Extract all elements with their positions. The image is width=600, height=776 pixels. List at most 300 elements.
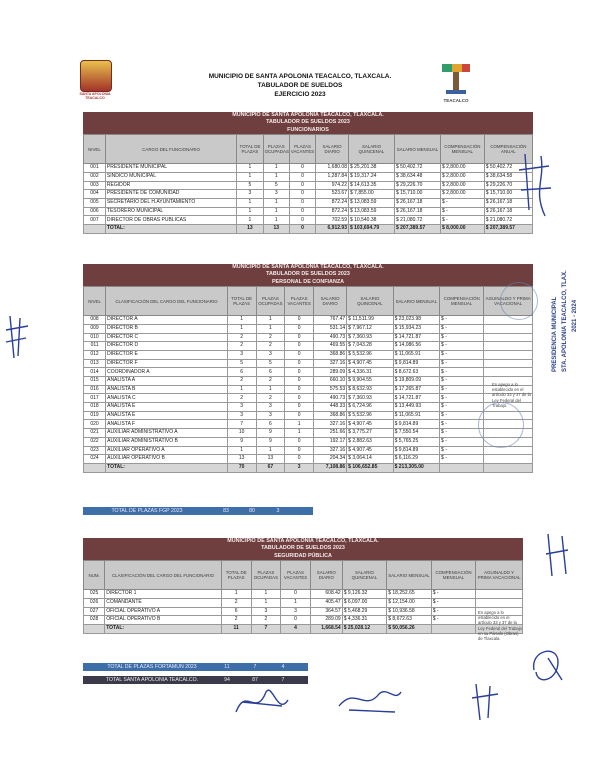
table-cell: $ 26,167.18 — [394, 207, 440, 216]
table-cell: $ - — [440, 429, 484, 438]
table-cell: 3 — [263, 190, 289, 199]
table-cell: $ 4,336.31 — [342, 616, 387, 625]
table-cell: $ 38,634.48 — [394, 172, 440, 181]
table1-band-line2: TABULADOR DE SUELDOS 2023 — [266, 119, 350, 126]
table-cell: 3 — [256, 411, 285, 420]
table-cell: 9 — [227, 437, 256, 446]
table-cell: $ 26,167.18 — [394, 198, 440, 207]
table-cell — [476, 590, 523, 599]
table-cell: 2 — [256, 342, 285, 351]
table-cell: 3 — [227, 403, 256, 412]
summary-ocupadas: 87 — [252, 677, 258, 683]
table-cell: 13 — [256, 455, 285, 464]
table-cell: 1 — [237, 198, 263, 207]
col-header: NIVEL — [84, 287, 106, 316]
table-cell: 13 — [237, 225, 263, 234]
col-header: SALARIO QUINCENAL — [342, 561, 387, 590]
handwritten-signature — [468, 680, 504, 724]
table-cell: 5 — [263, 181, 289, 190]
col-header: NIVEL — [84, 135, 106, 164]
table-cell: $ 50,402.72 — [394, 164, 440, 173]
table-cell: 0 — [285, 368, 314, 377]
table-cell: 575.53 — [314, 385, 347, 394]
table-cell: $ 15,934.23 — [393, 324, 439, 333]
table-cell: 005 — [84, 198, 106, 207]
table-cell: $ 26,167.18 — [484, 207, 532, 216]
table-cell: 3 — [251, 607, 281, 616]
table-cell: $ 23,023.98 — [393, 316, 439, 325]
table-cell: 0 — [289, 190, 315, 199]
table-cell: 0 — [289, 207, 315, 216]
table-cell: $ 7,043.28 — [347, 342, 393, 351]
table-cell: SECRETARIO DEL H.AYUNTAMIENTO — [105, 198, 236, 207]
table-cell: $ 9,126.32 — [342, 590, 387, 599]
table-cell: $ 25,028.12 — [342, 624, 387, 633]
table-cell: $ 9,904.55 — [347, 377, 393, 386]
table-cell: 0 — [285, 446, 314, 455]
table-cell: $ 29,226.70 — [394, 181, 440, 190]
table-cell: 364.57 — [310, 607, 342, 616]
col-header: SALARIO QUINCENAL — [348, 135, 394, 164]
table-row — [84, 333, 533, 342]
table-funcionarios — [83, 112, 533, 234]
table-cell: 327.16 — [314, 359, 347, 368]
table-cell: 192.17 — [314, 437, 347, 446]
col-header: PLAZAS OCUPADAS — [263, 135, 289, 164]
table-cell: 1 — [251, 590, 281, 599]
table-cell: 872.24 — [316, 198, 349, 207]
table-cell: $ - — [440, 446, 484, 455]
official-seal-stamp — [500, 282, 538, 320]
table-cell: $ 10,540.38 — [348, 216, 394, 225]
table-row — [84, 164, 533, 173]
table3-band-line3: SEGURIDAD PÚBLICA — [274, 552, 332, 559]
col-header: COMPENSACIÓN ANUAL — [484, 135, 532, 164]
table-cell: 2 — [256, 394, 285, 403]
table-cell: 2 — [251, 616, 281, 625]
table-cell: 1 — [285, 429, 314, 438]
table-cell: $ 207,389.57 — [394, 225, 440, 234]
table-cell: 0 — [285, 411, 314, 420]
table-cell: $ 103,694.79 — [348, 225, 394, 234]
table-cell: 0 — [285, 350, 314, 359]
table-cell: 027 — [84, 607, 105, 616]
handwritten-signature — [528, 640, 568, 690]
table-cell: $ 8,672.63 — [393, 368, 439, 377]
table-cell: $ 17,265.87 — [393, 385, 439, 394]
table-cell: 1 — [227, 324, 256, 333]
table2-band-line1: MUNICIPIO DE SANTA APOLONIA TEACALCO, TLAXCALA. — [232, 264, 384, 270]
table-cell: $ 4,907.45 — [347, 359, 393, 368]
side-stamp-line3: 2021 - 2024 — [572, 299, 578, 332]
table-row — [84, 411, 533, 420]
table-cell: 13 — [263, 225, 289, 234]
table-cell: 020 — [84, 420, 106, 429]
table1-body — [84, 164, 533, 234]
table-cell: $ 2,800.00 — [440, 181, 484, 190]
table-cell: 014 — [84, 368, 106, 377]
table-cell: ANALISTA B — [106, 385, 228, 394]
table-total-row — [84, 624, 523, 633]
table-cell: $ 2,882.63 — [347, 437, 393, 446]
table-cell: 016 — [84, 385, 106, 394]
official-seal-stamp — [478, 402, 524, 448]
table3-band-line1: MUNICIPIO DE SANTA APOLONIA TEACALCO, TLAXCALA. — [227, 538, 379, 544]
table-cell: SÍNDICO MUNICIPAL — [105, 172, 236, 181]
col-header: PLAZAS VACANTES — [289, 135, 315, 164]
table-cell: 1,287.84 — [316, 172, 349, 181]
table-cell — [84, 463, 106, 472]
col-header: TOTAL DE PLAZAS — [221, 561, 251, 590]
table-cell: $ 2,800.00 — [440, 172, 484, 181]
table-cell: AUXILIAR OPERATIVO A — [106, 446, 228, 455]
table-cell: $ 14,086.56 — [393, 342, 439, 351]
table-cell: 6,912.93 — [316, 225, 349, 234]
table-cell: DIRECTOR D — [106, 342, 228, 351]
table-cell: $ 6,116.29 — [393, 455, 439, 464]
table-cell: 1,668.54 — [310, 624, 342, 633]
table-seguridad-publica — [83, 538, 523, 634]
col-header: COMPENSACIÓN MENSUAL — [440, 135, 484, 164]
table1-band-line3: FUNCIONARIOS — [287, 126, 329, 133]
table-cell: OFICIAL OPERATIVO B — [105, 616, 222, 625]
table-cell: $ 11,065.91 — [393, 350, 439, 359]
col-header: CARGO DEL FUNCIONARIO — [105, 135, 236, 164]
table-cell: $ 11,065.91 — [393, 411, 439, 420]
table-cell — [484, 350, 533, 359]
table-row — [84, 455, 533, 464]
table-cell: 3 — [237, 190, 263, 199]
table2-note: En apego a lo establecido en el artículo 33 y 37 de la Ley Federal del Trabajo. — [492, 382, 531, 408]
table-cell: $ 3,064.14 — [347, 455, 393, 464]
table-row — [84, 616, 523, 625]
table-cell: 1 — [263, 216, 289, 225]
table-cell: 531.14 — [314, 324, 347, 333]
table-cell: 469.55 — [314, 342, 347, 351]
table-cell: 1 — [285, 420, 314, 429]
table-cell: $ 14,721.87 — [393, 394, 439, 403]
table3-band — [83, 538, 523, 560]
table-cell: $ 15,710.00 — [484, 190, 532, 199]
table-cell: $ - — [440, 420, 484, 429]
table-cell — [484, 342, 533, 351]
table-cell — [440, 463, 484, 472]
table-cell: 017 — [84, 394, 106, 403]
handwritten-signature — [515, 150, 555, 220]
table-row — [84, 420, 533, 429]
table-cell: $ - — [440, 216, 484, 225]
table-cell: COMANDANTE — [105, 598, 222, 607]
table-cell: 0 — [285, 342, 314, 351]
table-cell: 021 — [84, 429, 106, 438]
table-row — [84, 590, 523, 599]
table-cell: 4 — [281, 624, 311, 633]
col-header: AGUINALDO Y PRIMA VACACIONAL — [484, 287, 533, 316]
table-cell — [484, 368, 533, 377]
logo-right-caption: TEACALCO — [443, 98, 469, 103]
table-cell: 1 — [227, 446, 256, 455]
handwritten-signature — [232, 682, 292, 722]
col-header: SALARIO DIARIO — [316, 135, 349, 164]
table-row — [84, 172, 533, 181]
table-cell: 2 — [227, 333, 256, 342]
table-cell: $ 13,449.93 — [393, 403, 439, 412]
table-cell: $ 50,402.72 — [484, 164, 532, 173]
table-cell: $ 21,080.72 — [484, 216, 532, 225]
logo-left-caption: SANTA APOLONIA TEACALCO — [79, 92, 111, 100]
table-cell: 010 — [84, 333, 106, 342]
table-cell — [476, 598, 523, 607]
table2-summary-row — [83, 507, 313, 515]
table-cell: 0 — [285, 324, 314, 333]
table-personal-confianza — [83, 264, 533, 473]
table-cell: PRESIDENTE MUNICIPAL — [105, 164, 236, 173]
table-cell: 0 — [285, 385, 314, 394]
table-cell: $ 50,056.26 — [387, 624, 432, 633]
table-row — [84, 216, 533, 225]
summary-vacantes: 4 — [281, 664, 285, 670]
table-cell: 0 — [289, 164, 315, 173]
table-cell: 5 — [256, 359, 285, 368]
handwritten-signature — [2, 312, 32, 362]
table-cell: 0 — [281, 616, 311, 625]
table-cell: 2 — [221, 598, 251, 607]
table-cell: 70 — [227, 463, 256, 472]
table-cell: $ 4,907.45 — [347, 420, 393, 429]
table-cell: 008 — [84, 316, 106, 325]
col-header: SALARIO MENSUAL — [387, 561, 432, 590]
table-cell: 002 — [84, 172, 106, 181]
table-cell: $ - — [440, 368, 484, 377]
table-cell: $ 2,800.00 — [440, 190, 484, 199]
table-cell — [484, 333, 533, 342]
table-cell: $ 207,389.57 — [484, 225, 532, 234]
table-cell: 0 — [285, 333, 314, 342]
table-cell: $ 21,080.72 — [394, 216, 440, 225]
table-cell: 2 — [227, 394, 256, 403]
municipal-coat-of-arms-logo — [80, 60, 112, 92]
table-cell: $ 10,936.58 — [387, 607, 432, 616]
table-cell: 1 — [237, 164, 263, 173]
table-cell: 1 — [281, 598, 311, 607]
table-cell: $ 106,652.85 — [347, 463, 393, 472]
table-cell: $ - — [431, 607, 476, 616]
table-cell: 0 — [281, 590, 311, 599]
table-total-row — [84, 225, 533, 234]
table-cell: 448.33 — [314, 403, 347, 412]
table-cell: $ - — [440, 342, 484, 351]
table-cell: $ - — [440, 437, 484, 446]
table-cell: $ 26,167.18 — [484, 198, 532, 207]
table-cell: TOTAL: — [105, 624, 222, 633]
table-cell: 2 — [221, 616, 251, 625]
table-cell: 767.47 — [314, 316, 347, 325]
table-cell: 3 — [227, 350, 256, 359]
table-cell: 018 — [84, 403, 106, 412]
table-cell — [484, 446, 533, 455]
table-cell: 0 — [289, 225, 315, 234]
summary-ocupadas: 7 — [253, 664, 257, 670]
summary-label: TOTAL SANTA APOLONIA TEACALCO. — [105, 677, 199, 683]
title-line-3: EJERCICIO 2023 — [274, 91, 326, 98]
table-row — [84, 377, 533, 386]
table2-body — [84, 316, 533, 472]
table-cell: $ - — [440, 359, 484, 368]
table-cell: $ - — [440, 403, 484, 412]
table-cell: 289.09 — [314, 368, 347, 377]
table-cell: 6 — [256, 420, 285, 429]
table-cell: 015 — [84, 377, 106, 386]
table-cell: DIRECTOR C — [106, 333, 228, 342]
handwritten-signature — [335, 682, 405, 718]
table-cell: 3 — [256, 403, 285, 412]
table-row — [84, 446, 533, 455]
table-cell: 023 — [84, 446, 106, 455]
table-cell: 872.24 — [316, 207, 349, 216]
table-cell: 1 — [263, 164, 289, 173]
summary-total: 83 — [223, 508, 229, 514]
table-cell: 0 — [285, 437, 314, 446]
table-cell: AUXILIAR OPERATIVO B — [106, 455, 228, 464]
table1-header-row — [84, 135, 533, 164]
table-cell: TOTAL: — [105, 225, 236, 234]
table-cell — [484, 455, 533, 464]
col-header: COMPENSACIÓN MENSUAL — [440, 287, 484, 316]
table-cell: 025 — [84, 590, 105, 599]
table-cell: 019 — [84, 411, 106, 420]
document-title — [200, 72, 400, 99]
col-header: TOTAL DE PLAZAS — [237, 135, 263, 164]
table-cell: 0 — [285, 455, 314, 464]
table3-summary-row-1 — [83, 663, 308, 671]
table-cell: $ 18,252.65 — [387, 590, 432, 599]
table-cell: COORDINADOR A — [106, 368, 228, 377]
table-cell — [84, 225, 106, 234]
summary-label: TOTAL DE PLAZAS FGP 2023 — [111, 508, 183, 514]
table-cell: TOTAL: — [106, 463, 228, 472]
table-cell: 9 — [256, 429, 285, 438]
table-cell: 3 — [256, 350, 285, 359]
table-cell: $ 7,550.54 — [393, 429, 439, 438]
table-cell: 523.67 — [316, 190, 349, 199]
table-cell: 1 — [263, 198, 289, 207]
table-cell: $ 4,336.31 — [347, 368, 393, 377]
table-cell: REGIDOR — [105, 181, 236, 190]
table-cell: 001 — [84, 164, 106, 173]
table-cell: 1 — [256, 446, 285, 455]
table-cell: 1 — [263, 172, 289, 181]
table-cell: AUXILIAR ADMINISTRATIVO B — [106, 437, 228, 446]
table-cell: $ 9,814.89 — [393, 420, 439, 429]
table-cell: 1 — [256, 324, 285, 333]
table-cell: 1 — [256, 316, 285, 325]
table-row — [84, 394, 533, 403]
table-cell: $ 15,710.00 — [394, 190, 440, 199]
table-cell: ANALISTA C — [106, 394, 228, 403]
table-row — [84, 342, 533, 351]
table-cell: 368.86 — [314, 350, 347, 359]
table-cell: 006 — [84, 207, 106, 216]
table-cell: $ 13,083.59 — [348, 207, 394, 216]
table-cell: 3 — [227, 411, 256, 420]
table-cell: OFICIAL OPERATIVO A — [105, 607, 222, 616]
table-cell: 0 — [289, 198, 315, 207]
table-cell: $ 25,201.38 — [348, 164, 394, 173]
table-cell: $ - — [440, 198, 484, 207]
table-cell: $ 14,613.35 — [348, 181, 394, 190]
table1-band — [83, 112, 533, 134]
table-cell: $ 7,360.93 — [347, 333, 393, 342]
table-cell — [484, 324, 533, 333]
col-header: SALARIO QUINCENAL — [347, 287, 393, 316]
table2-grid — [83, 286, 533, 472]
table-cell: $ 7,360.93 — [347, 394, 393, 403]
table3-band-line2: TABULADOR DE SUELDOS 2023 — [261, 545, 345, 552]
table-cell: $ - — [440, 324, 484, 333]
table-cell: $ 2,800.00 — [440, 164, 484, 173]
col-header: SALARIO DIARIO — [314, 287, 347, 316]
col-header: TOTAL DE PLAZAS — [227, 287, 256, 316]
table-row — [84, 359, 533, 368]
col-header: PLAZAS VACANTES — [285, 287, 314, 316]
table-cell: $ 6,724.96 — [347, 403, 393, 412]
table-cell: $ 13,083.59 — [348, 198, 394, 207]
table-cell: 004 — [84, 190, 106, 199]
table-cell: 490.73 — [314, 394, 347, 403]
table-cell: 5 — [237, 181, 263, 190]
col-header: CLASIFICACIÓN DEL CARGO DEL FUNCIONARIO — [105, 561, 222, 590]
table-cell: $ 11,511.99 — [347, 316, 393, 325]
col-header: SALARIO MENSUAL — [394, 135, 440, 164]
table-cell: DIRECTOR B — [106, 324, 228, 333]
table-cell: 028 — [84, 616, 105, 625]
table-cell: ANALISTA A — [106, 377, 228, 386]
table-cell: 6 — [221, 607, 251, 616]
table-cell: DIRECTOR 1 — [105, 590, 222, 599]
side-stamp-line2: STA. APOLONIA TEACALCO, TLAX. — [562, 270, 568, 372]
table-cell: $ 14,721.87 — [393, 333, 439, 342]
table-cell — [84, 624, 105, 633]
table-cell: 1 — [237, 172, 263, 181]
summary-vacantes: 3 — [276, 508, 280, 514]
table-row — [84, 350, 533, 359]
table-cell: $ - — [440, 394, 484, 403]
table-cell: 0 — [289, 172, 315, 181]
col-header: SALARIO DIARIO — [310, 561, 342, 590]
table-cell: $ 6,097.00 — [342, 598, 387, 607]
table-cell: $ 5,765.25 — [393, 437, 439, 446]
table-cell: 7 — [251, 624, 281, 633]
table-cell: 702.59 — [316, 216, 349, 225]
table-cell: 0 — [285, 316, 314, 325]
table-row — [84, 385, 533, 394]
table-cell: $ - — [431, 590, 476, 599]
table1-grid — [83, 134, 533, 234]
table-cell: $ 38,634.58 — [484, 172, 532, 181]
col-header: AGUINALDO Y PRIMA VACACIONAL — [476, 561, 523, 590]
table-cell: 1 — [227, 385, 256, 394]
table-cell: 011 — [84, 342, 106, 351]
table-cell: 7,108.86 — [314, 463, 347, 472]
table-cell: 974.22 — [316, 181, 349, 190]
table-cell: 0 — [289, 216, 315, 225]
table-cell: 0 — [285, 359, 314, 368]
table-cell: $ 5,468.29 — [342, 607, 387, 616]
table-row — [84, 437, 533, 446]
table-cell: $ 8,000.00 — [440, 225, 484, 234]
col-header: PLAZAS OCUPADAS — [256, 287, 285, 316]
table-cell: $ 12,154.00 — [387, 598, 432, 607]
